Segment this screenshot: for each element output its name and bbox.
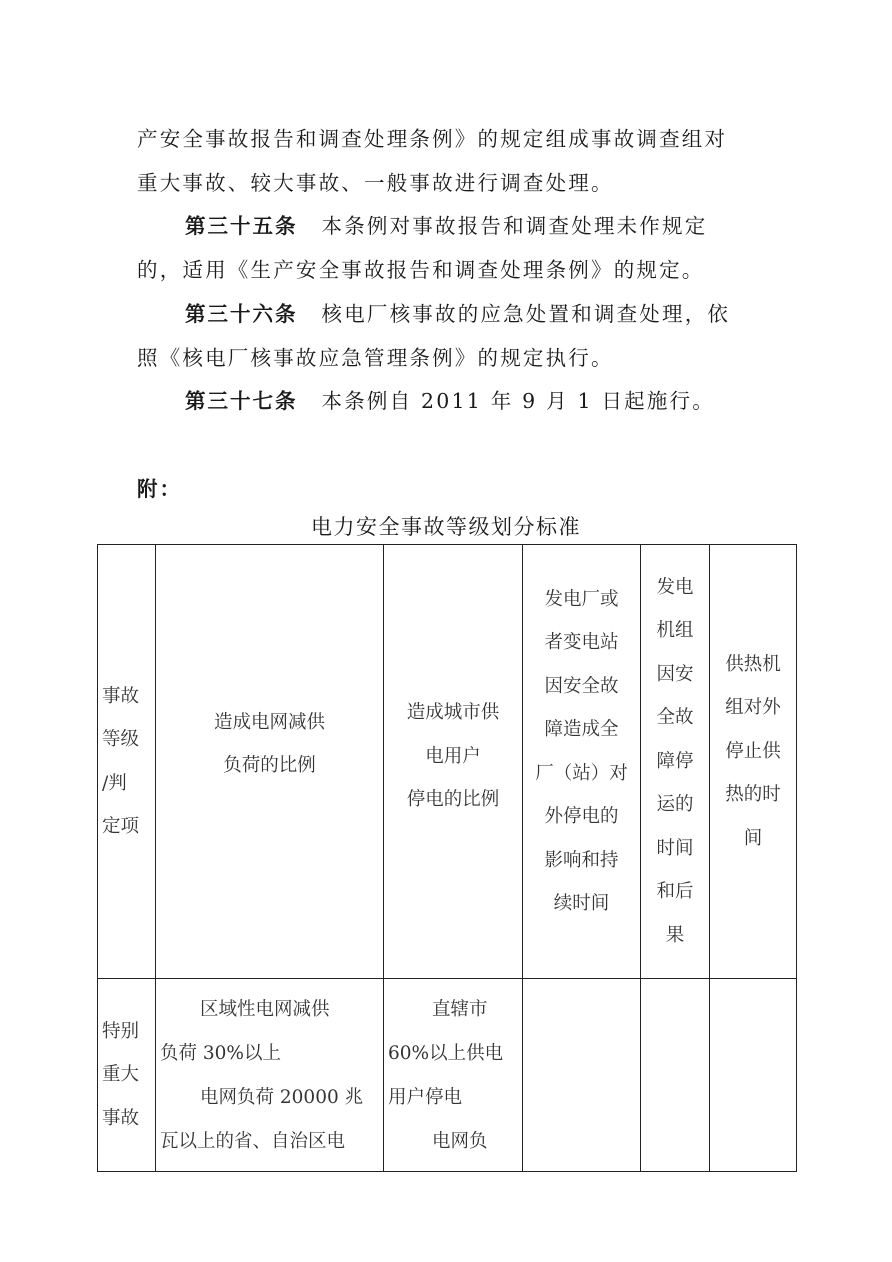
text-line: 本条例自 2011 年 9 月 1 日起施行。 bbox=[321, 389, 715, 413]
accident-grade-table bbox=[97, 544, 797, 1172]
header-city-outage: 造成城市供 电用户 停电的比例 bbox=[384, 545, 523, 979]
cell-level: 特别 重大 事故 bbox=[98, 979, 156, 1172]
header-heating-stop: 供热机 组对外 停止供 热的时 间 bbox=[710, 545, 797, 979]
article-number: 第三十五条 bbox=[185, 214, 298, 238]
cell-heating-stop bbox=[710, 979, 797, 1172]
article-number: 第三十六条 bbox=[185, 302, 298, 326]
article-36 bbox=[185, 297, 730, 327]
table-header-row bbox=[98, 545, 797, 979]
cell-plant-outage bbox=[523, 979, 641, 1172]
article-number: 第三十七条 bbox=[185, 389, 298, 413]
table-row bbox=[98, 979, 797, 1172]
article-35 bbox=[185, 209, 707, 239]
header-unit-shutdown: 发电 机组 因安 全故 障停 运的 时间 和后 果 bbox=[641, 545, 710, 979]
text-line: 重大事故、较大事故、一般事故进行调查处理。 bbox=[137, 171, 614, 195]
cell-city-outage: 直辖市 60%以上供电 用户停电 电网负 bbox=[384, 979, 523, 1172]
table-title: 电力安全事故等级划分标准 bbox=[311, 515, 581, 539]
header-level: 事故 等级 /判 定项 bbox=[98, 545, 156, 979]
cell-grid-reduction: 区域性电网减供 负荷 30%以上 电网负荷 20000 兆 瓦以上的省、自治区电 bbox=[156, 979, 384, 1172]
appendix-label: 附： bbox=[137, 477, 182, 501]
text-line: 产安全事故报告和调查处理条例》的规定组成事故调查组对 bbox=[137, 127, 728, 151]
text-line: 照《核电厂核事故应急管理条例》的规定执行。 bbox=[137, 346, 614, 370]
header-grid-reduction: 造成电网减供 负荷的比例 bbox=[156, 545, 384, 979]
article-37 bbox=[185, 384, 715, 414]
text-line: 本条例对事故报告和调查处理未作规定 bbox=[321, 214, 708, 238]
header-plant-outage: 发电厂或 者变电站 因安全故 障造成全 厂（站）对 外停电的 影响和持 续时间 bbox=[523, 545, 641, 979]
text-line: 核电厂核事故的应急处置和调查处理，依 bbox=[321, 302, 731, 326]
text-line: 的，适用《生产安全事故报告和调查处理条例》的规定。 bbox=[137, 258, 705, 282]
cell-unit-shutdown bbox=[641, 979, 710, 1172]
